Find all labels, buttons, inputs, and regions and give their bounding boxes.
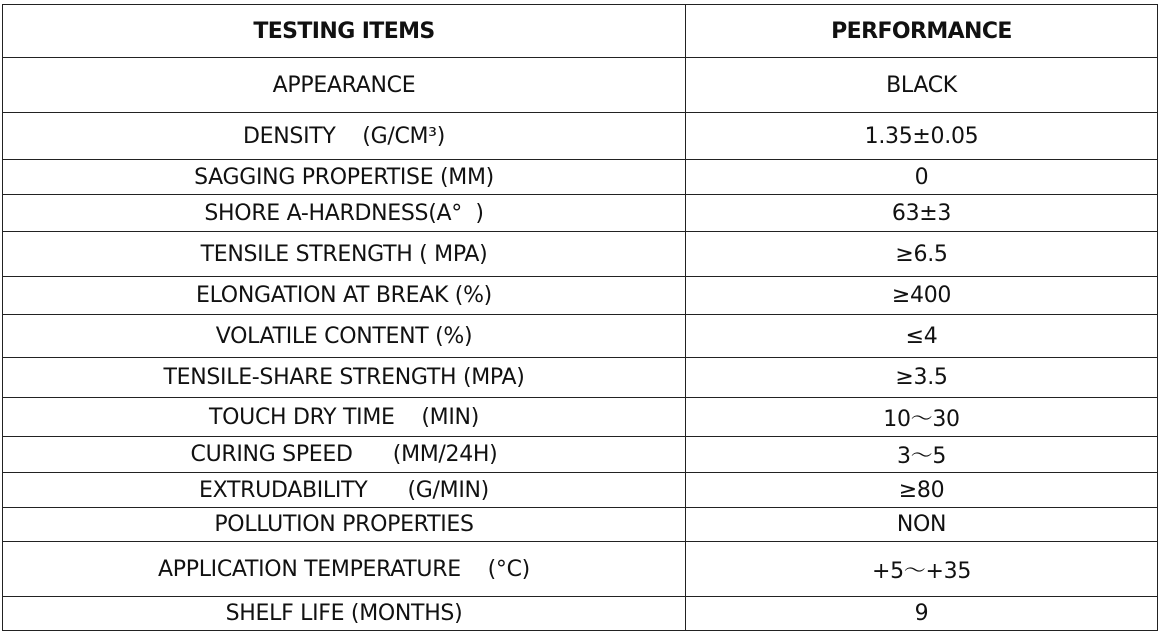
item-sagging: SAGGING PROPERTISE (MM) bbox=[3, 160, 686, 195]
table-row bbox=[3, 160, 1158, 195]
value-appearance: BLACK bbox=[686, 58, 1158, 113]
value-shelf-life: 9 bbox=[686, 597, 1158, 631]
value-touch-dry-time: 10～30 bbox=[686, 398, 1158, 437]
table-row bbox=[3, 437, 1158, 473]
value-curing-speed: 3～5 bbox=[686, 437, 1158, 473]
value-application-temperature: +5～+35 bbox=[686, 542, 1158, 597]
table-row bbox=[3, 195, 1158, 232]
table-row bbox=[3, 597, 1158, 631]
item-curing-speed: CURING SPEED (MM/24H) bbox=[3, 437, 686, 473]
header-testing-items: TESTING ITEMS bbox=[3, 5, 686, 58]
header-row bbox=[3, 5, 1158, 58]
item-appearance: APPEARANCE bbox=[3, 58, 686, 113]
value-pollution-properties: NON bbox=[686, 508, 1158, 542]
table-row bbox=[3, 473, 1158, 508]
item-volatile-content: VOLATILE CONTENT (%) bbox=[3, 315, 686, 358]
value-extrudability: ≥80 bbox=[686, 473, 1158, 508]
table-row bbox=[3, 113, 1158, 160]
item-elongation: ELONGATION AT BREAK (%) bbox=[3, 277, 686, 315]
item-density: DENSITY (G/CM³) bbox=[3, 113, 686, 160]
value-sagging: 0 bbox=[686, 160, 1158, 195]
value-shore-hardness: 63±3 bbox=[686, 195, 1158, 232]
item-shelf-life: SHELF LIFE (MONTHS) bbox=[3, 597, 686, 631]
value-volatile-content: ≤4 bbox=[686, 315, 1158, 358]
item-shore-hardness: SHORE A-HARDNESS(A° ) bbox=[3, 195, 686, 232]
item-tensile-share-strength: TENSILE-SHARE STRENGTH (MPA) bbox=[3, 358, 686, 398]
table-row bbox=[3, 277, 1158, 315]
table-row bbox=[3, 232, 1158, 277]
item-touch-dry-time: TOUCH DRY TIME (MIN) bbox=[3, 398, 686, 437]
value-tensile-share-strength: ≥3.5 bbox=[686, 358, 1158, 398]
specification-table bbox=[2, 4, 1158, 631]
item-application-temperature: APPLICATION TEMPERATURE (°C) bbox=[3, 542, 686, 597]
item-pollution-properties: POLLUTION PROPERTIES bbox=[3, 508, 686, 542]
table-row bbox=[3, 58, 1158, 113]
table-row bbox=[3, 358, 1158, 398]
table-row bbox=[3, 315, 1158, 358]
value-tensile-strength: ≥6.5 bbox=[686, 232, 1158, 277]
table-row bbox=[3, 542, 1158, 597]
header-performance: PERFORMANCE bbox=[686, 5, 1158, 58]
table-row bbox=[3, 508, 1158, 542]
value-density: 1.35±0.05 bbox=[686, 113, 1158, 160]
item-tensile-strength: TENSILE STRENGTH ( MPA) bbox=[3, 232, 686, 277]
table-row bbox=[3, 398, 1158, 437]
value-elongation: ≥400 bbox=[686, 277, 1158, 315]
item-extrudability: EXTRUDABILITY (G/MIN) bbox=[3, 473, 686, 508]
